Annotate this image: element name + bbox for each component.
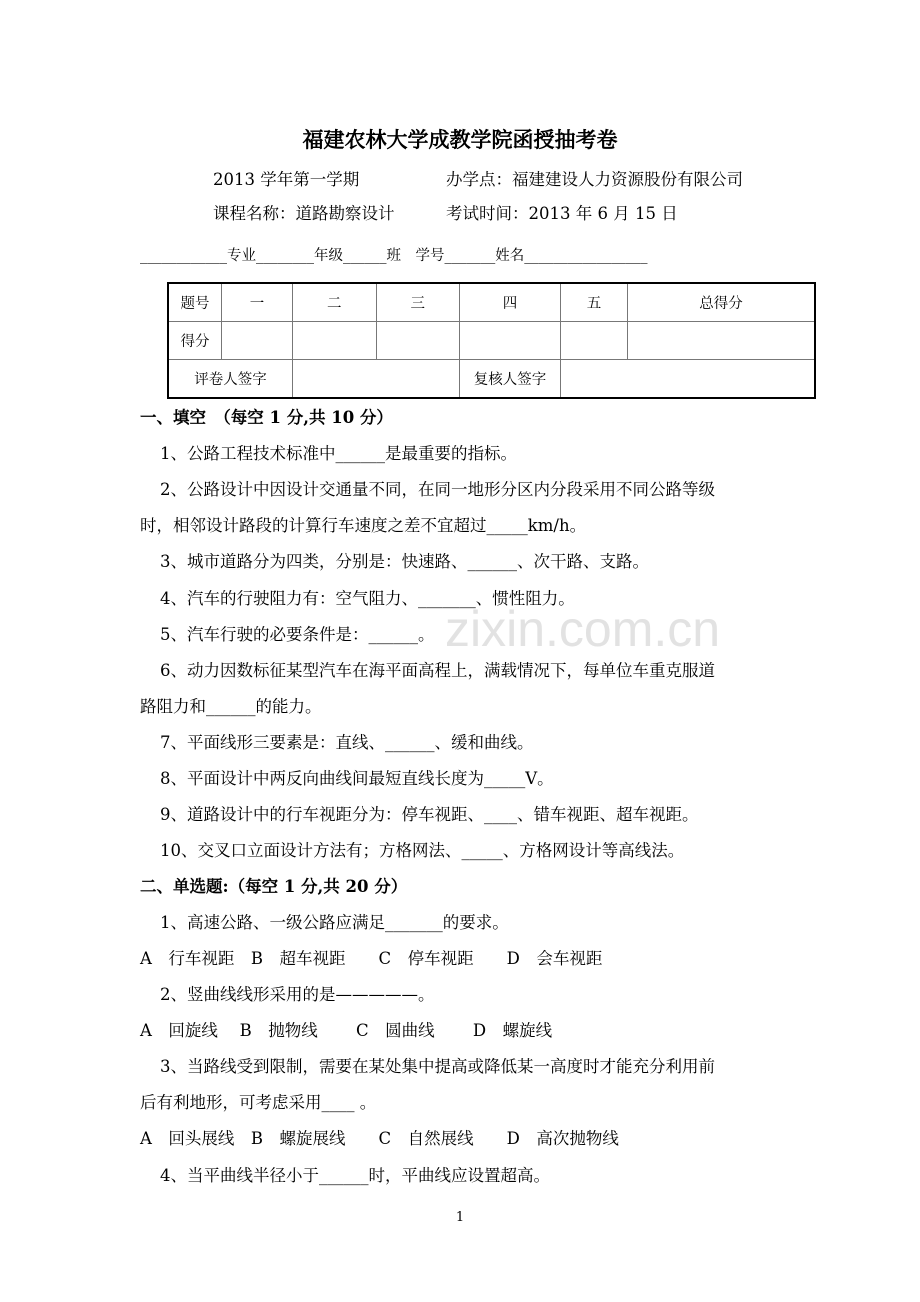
cell: 五 xyxy=(561,283,628,322)
score-field[interactable] xyxy=(222,322,293,360)
section2-heading: 二、单选题:（每空 1 分,共 20 分） xyxy=(140,877,408,896)
section1-heading: 一、填空 （每空 1 分,共 10 分） xyxy=(140,408,393,427)
question: 时，相邻设计路段的计算行车速度之差不宜超过_____km/h。 xyxy=(140,516,587,535)
question: 2、竖曲线线形采用的是—————。 xyxy=(160,985,435,1004)
cell: 总得分 xyxy=(628,283,816,322)
cell: 三 xyxy=(376,283,460,322)
question: 8、平面设计中两反向曲线间最短直线长度为_____V。 xyxy=(160,769,554,788)
student-info-line: ____________专业________年级______班 学号_______姓名_________________ xyxy=(140,248,648,264)
options: A 行车视距 B 超车视距 C 停车视距 D 会车视距 xyxy=(140,949,603,968)
reviewer-signature-field[interactable] xyxy=(561,360,816,399)
score-field[interactable] xyxy=(376,322,460,360)
score-field[interactable] xyxy=(293,322,377,360)
question: 10、交叉口立面设计方法有；方格网法、_____、方格网设计等高线法。 xyxy=(160,841,685,860)
question: 7、平面线形三要素是：直线、______、缓和曲线。 xyxy=(160,733,534,752)
question: 后有利地形，可考虑采用____ 。 xyxy=(140,1093,377,1112)
question: 2、公路设计中因设计交通量不同，在同一地形分区内分段采用不同公路等级 xyxy=(160,480,715,499)
page-title: 福建农林大学成教学院函授抽考卷 xyxy=(302,127,618,152)
question: 4、汽车的行驶阻力有：空气阻力、_______、惯性阻力。 xyxy=(160,589,575,608)
question: 1、高速公路、一级公路应满足_______的要求。 xyxy=(160,913,509,932)
score-field[interactable] xyxy=(561,322,628,360)
cell: 题号 xyxy=(168,283,222,322)
question: 4、当平曲线半径小于______时，平曲线应设置超高。 xyxy=(160,1166,550,1185)
grader-signature-field[interactable] xyxy=(293,360,460,399)
question: 3、当路线受到限制，需要在某处集中提高或降低某一高度时才能充分利用前 xyxy=(160,1057,715,1076)
question: 3、城市道路分为四类，分别是：快速路、______、次干路、支路。 xyxy=(160,552,649,571)
question: 1、公路工程技术标准中______是最重要的指标。 xyxy=(160,444,517,463)
watermark: zixin.com.cn xyxy=(445,601,721,657)
options: A 回旋线 B 抛物线 C 圆曲线 D 螺旋线 xyxy=(140,1021,553,1040)
question: 路阻力和______的能力。 xyxy=(140,697,322,716)
cell: 评卷人签字 xyxy=(168,360,293,399)
cell: 复核人签字 xyxy=(460,360,561,399)
term: 2013 学年第一学期 xyxy=(213,170,360,189)
site: 办学点：福建建设人力资源股份有限公司 xyxy=(446,170,743,189)
question: 9、道路设计中的行车视距分为：停车视距、____、错车视距、超车视距。 xyxy=(160,805,699,824)
options: A 回头展线 B 螺旋展线 C 自然展线 D 高次抛物线 xyxy=(140,1129,619,1148)
exam-time: 考试时间：2013 年 6 月 15 日 xyxy=(446,204,678,223)
question: 6、动力因数标征某型汽车在海平面高程上，满载情况下，每单位车重克服道 xyxy=(160,661,715,680)
cell: 四 xyxy=(460,283,561,322)
cell: 一 xyxy=(222,283,293,322)
page-number: 1 xyxy=(455,1210,465,1225)
cell: 二 xyxy=(293,283,377,322)
score-field[interactable] xyxy=(460,322,561,360)
score-table xyxy=(167,282,816,399)
cell: 得分 xyxy=(168,322,222,360)
course: 课程名称：道路勘察设计 xyxy=(213,204,395,223)
score-field[interactable] xyxy=(628,322,816,360)
question: 5、汽车行驶的必要条件是：______。 xyxy=(160,625,435,644)
